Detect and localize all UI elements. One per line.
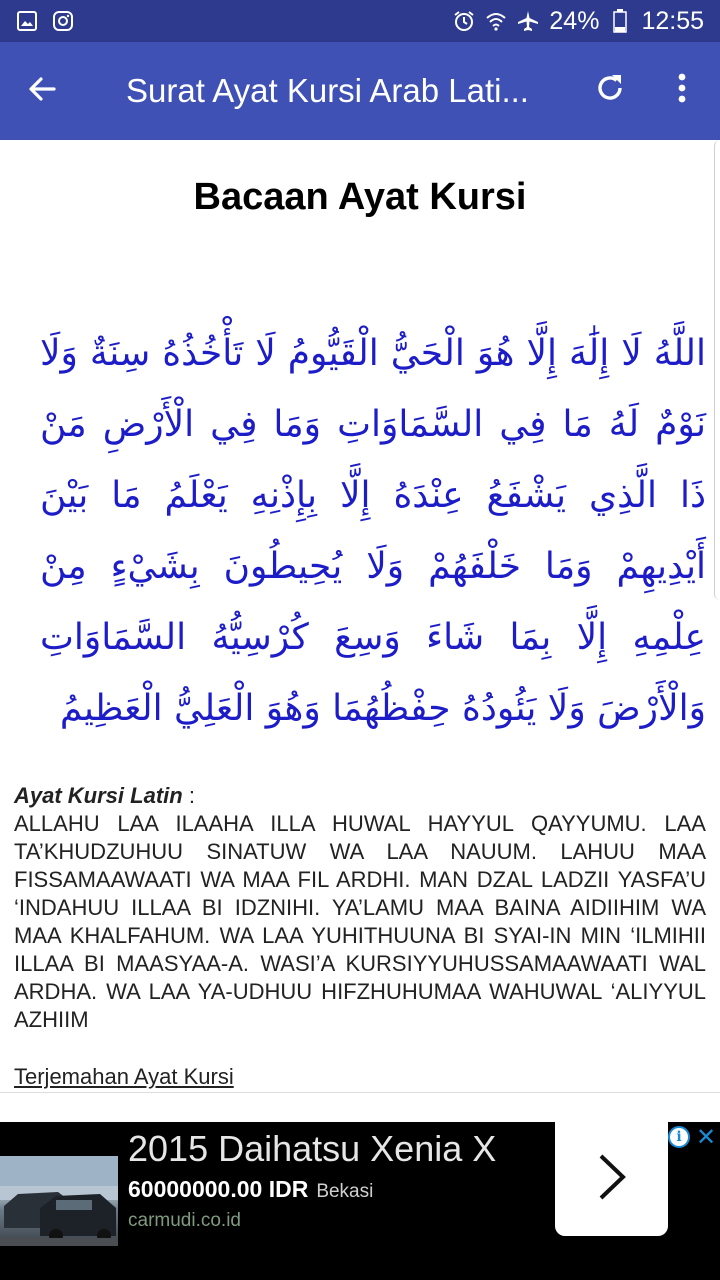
battery-percentage: 24% [549, 6, 600, 35]
latin-text: ALLAHU LAA ILAAHA ILLA HUWAL HAYYUL QAYYUMU. LAA TA’KHUDZUHUU SINATUW WA LAA NAUUM. LAHUU MAA FISSAMAAWAATI WA MAA FIL ARDHI. MAN DZAL LADZII YASFA’U ‘INDAHUU ILLAA BI IDZNIHI. YA’LAMU MAA BAINA AIDIIHIM WA MAA KHALFAHUM. WA LAA YUHITHUUNA BI SYAI-IN MIN ‘ILMIHII ILLAA BI MAASYAA-A. WASI’A KURSIYYUHUSSAMAAWAATI WAL ARDHA. WA LAA YA-UDHUU HIFZHUHUMAA WAHUWAL ‘ALIYYUL AZHIIM [14, 811, 706, 1032]
status-bar [0, 0, 720, 42]
alarm-icon [453, 10, 475, 32]
arrow-back-icon [26, 73, 58, 109]
latin-label-suffix: : [182, 783, 195, 808]
more-vert-icon [677, 72, 687, 108]
latin-section [14, 782, 706, 1034]
back-button[interactable] [0, 42, 84, 140]
airplane-icon [517, 10, 539, 32]
latin-label: Ayat Kursi Latin [14, 783, 183, 808]
refresh-icon [593, 71, 627, 109]
ad-location: Bekasi [316, 1181, 374, 1202]
ad-car-image[interactable] [0, 1156, 118, 1246]
more-options-button[interactable] [656, 64, 708, 116]
refresh-button[interactable] [584, 64, 636, 116]
clock: 12:55 [641, 6, 704, 35]
arabic-text: اللَّهُ لَا إِلَٰهَ إِلَّا هُوَ الْحَيُّ الْقَيُّومُ لَا تَأْخُذُهُ سِنَةٌ وَلَا نَوْمٌ لَهُ مَا فِي السَّمَاوَاتِ وَمَا فِي الْأَرْضِ مَنْ ذَا الَّذِي يَشْفَعُ عِنْدَهُ إِلَّا بِإِذْنِهِ يَعْلَمُ مَا بَيْنَ أَيْدِيهِمْ وَمَا خَلْفَهُمْ وَلَا يُحِيطُونَ بِشَيْءٍ مِنْ عِلْمِهِ إِلَّا بِمَا شَاءَ وَسِعَ كُرْسِيُّهُ السَّمَاوَاتِ وَالْأَرْضَ وَلَا يَئُودُهُ حِفْظُهُمَا وَهُوَ الْعَلِيُّ الْعَظِيمُ [40, 333, 706, 729]
ad-open-button[interactable] [555, 1122, 668, 1236]
translation-link[interactable]: Terjemahan Ayat Kursi [14, 1064, 234, 1089]
wifi-icon [485, 10, 507, 32]
content-scroll-area[interactable] [0, 140, 720, 1122]
ad-price[interactable] [128, 1176, 373, 1203]
instagram-icon [52, 10, 74, 32]
ad-close-icon[interactable]: ✕ [695, 1123, 717, 1151]
ad-info-icon[interactable]: i [668, 1126, 690, 1148]
ad-domain[interactable]: carmudi.co.id [128, 1210, 241, 1231]
status-left [16, 10, 74, 32]
app-bar [0, 42, 720, 140]
scroll-edge [714, 140, 720, 600]
ad-banner[interactable] [0, 1122, 720, 1280]
page-heading: Bacaan Ayat Kursi [193, 176, 527, 218]
battery-icon [609, 10, 631, 32]
ad-title[interactable]: 2015 Daihatsu Xenia X [128, 1128, 497, 1169]
gallery-icon [16, 10, 38, 32]
ad-price-value: 60000000.00 IDR [128, 1176, 309, 1202]
status-right [453, 7, 704, 36]
chevron-right-icon [595, 1152, 629, 1206]
divider [0, 1092, 720, 1093]
app-title: Surat Ayat Kursi Arab Lati... [126, 72, 529, 109]
